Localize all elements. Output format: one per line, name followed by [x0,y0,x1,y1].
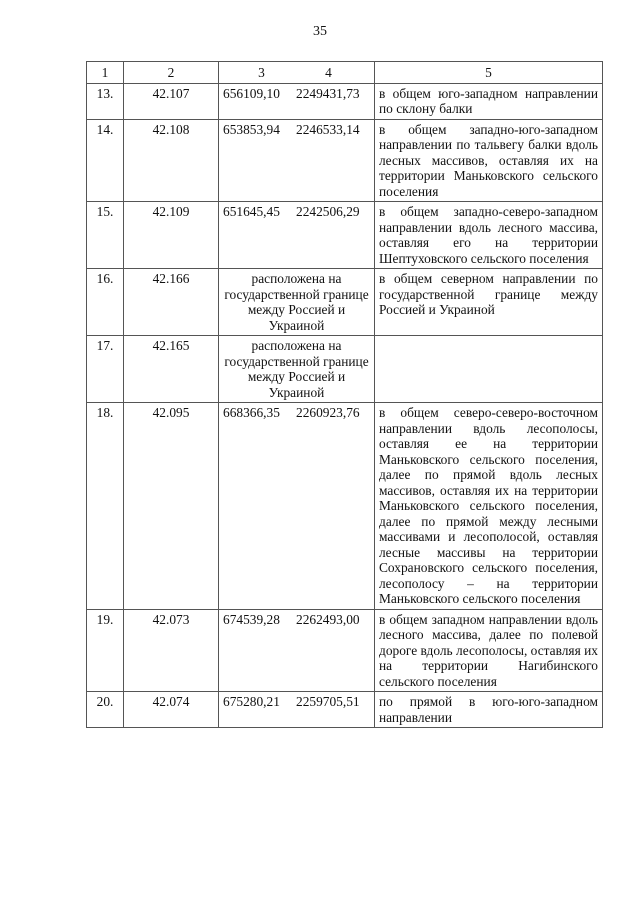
point-location-note: расположена на государственной границе между Россией и Украиной [219,269,375,336]
table-row [87,269,603,336]
header-col-2: 2 [124,62,219,84]
table-row [87,609,603,692]
coordinate-x: 674539,28 [223,611,280,627]
boundary-description [375,336,603,403]
coordinates-cell [219,609,375,692]
row-number: 18. [87,403,124,610]
coordinates-cell [219,119,375,202]
coordinate-x: 656109,10 [223,85,280,101]
header-col-3-4 [219,62,375,84]
row-number: 13. [87,83,124,119]
header-col-3: 3 [258,65,265,80]
coordinate-y: 2260923,76 [296,405,360,420]
coordinate-x: 653853,94 [223,121,280,137]
boundary-description: в общем юго-западном направлении по склону балки [375,83,603,119]
boundary-description: по прямой в юго-юго-западном направлении [375,692,603,728]
coordinate-y: 2242506,29 [296,204,360,219]
coordinates-cell [219,692,375,728]
point-location-note: расположена на государственной границе между Россией и Украиной [219,336,375,403]
coordinates-cell [219,202,375,269]
header-col-5: 5 [375,62,603,84]
point-id: 42.095 [124,403,219,610]
table-row [87,692,603,728]
table-row [87,336,603,403]
coordinate-x: 668366,35 [223,405,280,420]
table-header-row [87,62,603,84]
table-row [87,119,603,202]
point-id: 42.165 [124,336,219,403]
point-id: 42.073 [124,609,219,692]
point-id: 42.108 [124,119,219,202]
row-number: 16. [87,269,124,336]
boundary-description: в общем северном направлении по государственной границе между Россией и Украиной [375,269,603,336]
coordinate-x: 651645,45 [223,204,280,219]
boundary-description: в общем северо-северо-восточном направлении вдоль лесополосы, оставляя ее на территории Маньковского сельского поселения, далее по прямой вдоль лесных массивов, оставляя их на территории Маньковского сельского поселения, далее по прямой между лесными массивами и лесополосой, оставляя лесные массивы на территории Сохрановского сельского поселения, лесополосу – на территории Маньковского сельского поселения [375,403,603,610]
header-col-1: 1 [87,62,124,84]
boundary-description: в общем западном направлении вдоль лесного массива, далее по полевой дороге вдоль лесополосы, оставляя их на территории Нагибинского сельского поселения [375,609,603,692]
coordinate-x: 675280,21 [223,694,280,709]
row-number: 20. [87,692,124,728]
coordinate-y: 2249431,73 [296,85,360,101]
row-number: 14. [87,119,124,202]
point-id: 42.109 [124,202,219,269]
coordinate-y: 2262493,00 [296,611,360,627]
boundary-points-table [86,61,603,728]
point-id: 42.166 [124,269,219,336]
table-row [87,403,603,610]
coordinate-y: 2259705,51 [296,694,360,709]
boundary-description: в общем западно-юго-западном направлении по тальвегу балки вдоль лесных массивов, оставляя их на территории Маньковского сельского поселения [375,119,603,202]
coordinate-y: 2246533,14 [296,121,360,137]
header-col-4: 4 [325,65,332,80]
row-number: 17. [87,336,124,403]
page-number: 35 [313,24,327,39]
point-id: 42.074 [124,692,219,728]
row-number: 15. [87,202,124,269]
point-id: 42.107 [124,83,219,119]
table-row [87,202,603,269]
boundary-description: в общем западно-северо-западном направлении вдоль лесного массива, оставляя его на территории Шептуховского сельского поселения [375,202,603,269]
coordinates-cell [219,83,375,119]
row-number: 19. [87,609,124,692]
coordinates-cell [219,403,375,610]
table-row [87,83,603,119]
